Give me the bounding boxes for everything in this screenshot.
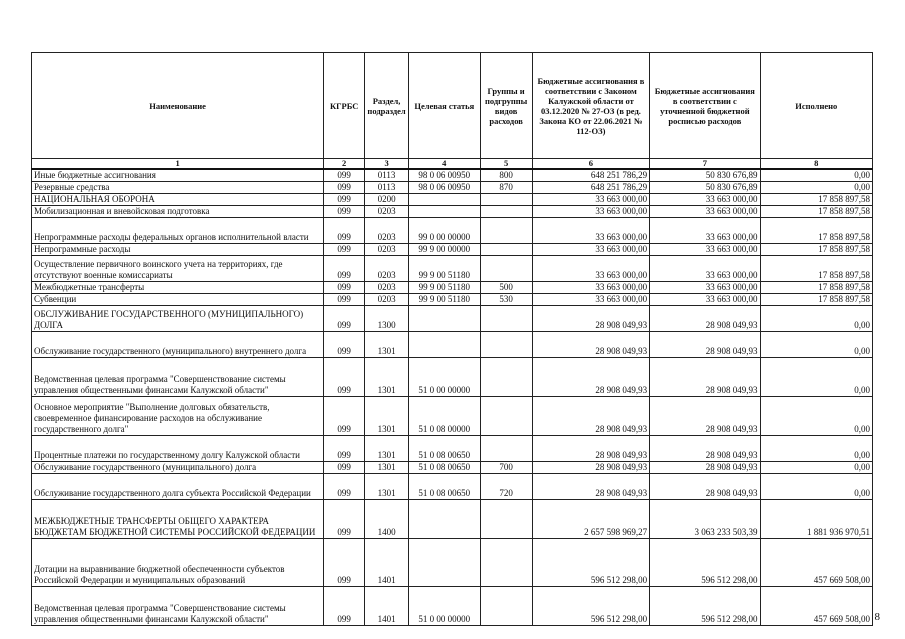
header-executed: Исполнено: [760, 53, 872, 159]
header-vid: Группы и подгруппы видов расходов: [480, 53, 532, 159]
row-executed: 0,00: [760, 474, 872, 500]
table-row: [32, 332, 873, 358]
row-executed: 0,00: [760, 169, 872, 182]
row-assign-roster: 28 908 049,93: [650, 358, 760, 397]
row-executed: 0,00: [760, 358, 872, 397]
row-assign-roster: 596 512 298,00: [650, 539, 760, 587]
row-kgrbs: 099: [324, 358, 365, 397]
row-razdel: 0200: [365, 194, 409, 206]
row-executed: 1 881 936 970,51: [760, 500, 872, 539]
row-name: Обслуживание государственного (муниципального) долга: [32, 462, 324, 474]
row-razdel: 0203: [365, 206, 409, 218]
row-name: Основное мероприятие "Выполнение долговых обязательств, своевременное финансирование расходов на обслуживание государственного долга": [32, 397, 324, 436]
row-assign-roster: 33 663 000,00: [650, 244, 760, 256]
row-name: Процентные платежи по государственному долгу Калужской области: [32, 436, 324, 462]
column-number: 8: [760, 159, 872, 170]
row-assign-law: 596 512 298,00: [532, 539, 650, 587]
row-expense-type: 800: [480, 169, 532, 182]
row-target-article: 99 9 00 00000: [409, 244, 481, 256]
row-target-article: 99 9 00 51180: [409, 294, 481, 306]
row-expense-type: [480, 244, 532, 256]
table-row: [32, 206, 873, 218]
table-row: [32, 358, 873, 397]
table-row: [32, 194, 873, 206]
row-assign-roster: 28 908 049,93: [650, 436, 760, 462]
row-assign-law: 2 657 598 969,27: [532, 500, 650, 539]
row-expense-type: [480, 306, 532, 332]
header-razdel: Раздел, подраздел: [365, 53, 409, 159]
row-kgrbs: 099: [324, 462, 365, 474]
row-name: МЕЖБЮДЖЕТНЫЕ ТРАНСФЕРТЫ ОБЩЕГО ХАРАКТЕРА БЮДЖЕТАМ БЮДЖЕТНОЙ СИСТЕМЫ РОССИЙСКОЙ ФЕДЕРАЦИИ: [32, 500, 324, 539]
row-razdel: 0203: [365, 218, 409, 244]
row-razdel: 1301: [365, 358, 409, 397]
row-kgrbs: 099: [324, 282, 365, 294]
row-name: Обслуживание государственного (муниципального) внутреннего долга: [32, 332, 324, 358]
row-assign-roster: 33 663 000,00: [650, 218, 760, 244]
row-target-article: 51 0 08 00650: [409, 474, 481, 500]
row-razdel: 1400: [365, 500, 409, 539]
row-assign-roster: 50 830 676,89: [650, 182, 760, 194]
row-assign-roster: 28 908 049,93: [650, 306, 760, 332]
row-kgrbs: 099: [324, 474, 365, 500]
row-target-article: [409, 206, 481, 218]
row-kgrbs: 099: [324, 587, 365, 626]
row-name: Иные бюджетные ассигнования: [32, 169, 324, 182]
row-razdel: 0203: [365, 294, 409, 306]
row-assign-roster: 3 063 233 503,39: [650, 500, 760, 539]
row-name: Ведомственная целевая программа "Совершенствование системы управления общественными финансами Калужской области": [32, 358, 324, 397]
row-expense-type: 720: [480, 474, 532, 500]
row-target-article: 98 0 06 00950: [409, 182, 481, 194]
row-name: НАЦИОНАЛЬНАЯ ОБОРОНА: [32, 194, 324, 206]
row-assign-roster: 28 908 049,93: [650, 397, 760, 436]
row-name: Субвенции: [32, 294, 324, 306]
row-assign-roster: 596 512 298,00: [650, 587, 760, 626]
row-kgrbs: 099: [324, 206, 365, 218]
row-assign-law: 33 663 000,00: [532, 256, 650, 282]
row-assign-law: 33 663 000,00: [532, 206, 650, 218]
row-assign-roster: 33 663 000,00: [650, 256, 760, 282]
header-name: Наименование: [32, 53, 324, 159]
table-row: [32, 256, 873, 282]
row-name: Обслуживание государственного долга субъекта Российской Федерации: [32, 474, 324, 500]
row-executed: 457 669 508,00: [760, 587, 872, 626]
row-assign-law: 596 512 298,00: [532, 587, 650, 626]
table-row: [32, 306, 873, 332]
row-assign-law: 28 908 049,93: [532, 462, 650, 474]
table-row: [32, 500, 873, 539]
row-target-article: 51 0 08 00650: [409, 436, 481, 462]
table-row: [32, 182, 873, 194]
row-kgrbs: 099: [324, 182, 365, 194]
row-executed: 17 858 897,58: [760, 256, 872, 282]
row-razdel: 1401: [365, 587, 409, 626]
row-razdel: 1301: [365, 462, 409, 474]
row-target-article: 99 9 00 51180: [409, 282, 481, 294]
column-number: 4: [409, 159, 481, 170]
row-razdel: 1301: [365, 397, 409, 436]
row-expense-type: [480, 539, 532, 587]
row-assign-roster: 33 663 000,00: [650, 294, 760, 306]
row-razdel: 1301: [365, 332, 409, 358]
table-row: [32, 169, 873, 182]
row-target-article: 51 0 00 00000: [409, 587, 481, 626]
row-kgrbs: 099: [324, 244, 365, 256]
row-razdel: 1401: [365, 539, 409, 587]
row-target-article: 98 0 06 00950: [409, 169, 481, 182]
row-expense-type: 870: [480, 182, 532, 194]
row-assign-law: 648 251 786,29: [532, 169, 650, 182]
column-number: 2: [324, 159, 365, 170]
row-executed: 0,00: [760, 306, 872, 332]
column-number: 5: [480, 159, 532, 170]
table-row: [32, 539, 873, 587]
row-assign-law: 33 663 000,00: [532, 218, 650, 244]
row-expense-type: [480, 218, 532, 244]
row-expense-type: [480, 194, 532, 206]
row-expense-type: [480, 332, 532, 358]
row-target-article: [409, 539, 481, 587]
row-razdel: 0203: [365, 256, 409, 282]
row-target-article: [409, 500, 481, 539]
row-executed: 0,00: [760, 436, 872, 462]
row-name: Ведомственная целевая программа "Совершенствование системы управления общественными финансами Калужской области": [32, 587, 324, 626]
row-expense-type: [480, 587, 532, 626]
budget-table: [31, 52, 873, 626]
header-assign-roster: Бюджетные ассигнования в соответствии с уточненной бюджетной росписью расходов: [650, 53, 760, 159]
column-number-row: [32, 159, 873, 170]
row-target-article: [409, 332, 481, 358]
row-assign-law: 28 908 049,93: [532, 397, 650, 436]
row-name: Непрограммные расходы федеральных органов исполнительной власти: [32, 218, 324, 244]
row-kgrbs: 099: [324, 294, 365, 306]
row-assign-law: 648 251 786,29: [532, 182, 650, 194]
row-name: Резервные средства: [32, 182, 324, 194]
row-executed: 0,00: [760, 397, 872, 436]
row-target-article: [409, 306, 481, 332]
table-row: [32, 397, 873, 436]
row-target-article: 51 0 08 00650: [409, 462, 481, 474]
row-assign-law: 28 908 049,93: [532, 332, 650, 358]
column-number: 1: [32, 159, 324, 170]
table-row: [32, 474, 873, 500]
table-row: [32, 587, 873, 626]
row-assign-roster: 28 908 049,93: [650, 474, 760, 500]
row-executed: 0,00: [760, 462, 872, 474]
row-name: Межбюджетные трансферты: [32, 282, 324, 294]
row-razdel: 0113: [365, 169, 409, 182]
row-expense-type: 530: [480, 294, 532, 306]
row-assign-law: 28 908 049,93: [532, 306, 650, 332]
header-assign-law: Бюджетные ассигнования в соответствии с Законом Калужской области от 03.12.2020 № 27-ОЗ (в ред. Закона КО от 22.06.2021 № 112-ОЗ): [532, 53, 650, 159]
row-target-article: 99 0 00 00000: [409, 218, 481, 244]
row-assign-law: 28 908 049,93: [532, 474, 650, 500]
row-assign-roster: 28 908 049,93: [650, 462, 760, 474]
row-target-article: 51 0 08 00000: [409, 397, 481, 436]
row-executed: 17 858 897,58: [760, 294, 872, 306]
row-expense-type: 500: [480, 282, 532, 294]
row-executed: 0,00: [760, 182, 872, 194]
row-target-article: [409, 194, 481, 206]
row-kgrbs: 099: [324, 306, 365, 332]
row-executed: 0,00: [760, 332, 872, 358]
row-assign-law: 28 908 049,93: [532, 436, 650, 462]
row-assign-roster: 28 908 049,93: [650, 332, 760, 358]
row-executed: 17 858 897,58: [760, 282, 872, 294]
row-expense-type: [480, 358, 532, 397]
column-number: 3: [365, 159, 409, 170]
table-row: [32, 282, 873, 294]
row-razdel: 0203: [365, 244, 409, 256]
table-row: [32, 436, 873, 462]
column-number: 7: [650, 159, 760, 170]
row-assign-roster: 50 830 676,89: [650, 169, 760, 182]
row-name: Мобилизационная и вневойсковая подготовка: [32, 206, 324, 218]
row-target-article: 51 0 00 00000: [409, 358, 481, 397]
row-razdel: 1301: [365, 436, 409, 462]
row-assign-law: 33 663 000,00: [532, 282, 650, 294]
row-expense-type: 700: [480, 462, 532, 474]
row-name: Непрограммные расходы: [32, 244, 324, 256]
row-razdel: 1300: [365, 306, 409, 332]
row-executed: 17 858 897,58: [760, 194, 872, 206]
row-executed: 457 669 508,00: [760, 539, 872, 587]
row-name: ОБСЛУЖИВАНИЕ ГОСУДАРСТВЕННОГО (МУНИЦИПАЛЬНОГО) ДОЛГА: [32, 306, 324, 332]
header-cel: Целевая статья: [409, 53, 481, 159]
table-row: [32, 462, 873, 474]
row-razdel: 1301: [365, 474, 409, 500]
row-name: Осуществление первичного воинского учета на территориях, где отсутствуют военные комиссариаты: [32, 256, 324, 282]
row-kgrbs: 099: [324, 539, 365, 587]
row-kgrbs: 099: [324, 256, 365, 282]
header-row: [32, 53, 873, 159]
page-number: 8: [874, 611, 880, 623]
row-expense-type: [480, 206, 532, 218]
row-name: Дотации на выравнивание бюджетной обеспеченности субъектов Российской Федерации и муниципальных образований: [32, 539, 324, 587]
row-executed: 17 858 897,58: [760, 244, 872, 256]
row-assign-law: 33 663 000,00: [532, 244, 650, 256]
row-kgrbs: 099: [324, 397, 365, 436]
row-assign-roster: 33 663 000,00: [650, 206, 760, 218]
row-assign-law: 28 908 049,93: [532, 358, 650, 397]
column-number: 6: [532, 159, 650, 170]
row-kgrbs: 099: [324, 500, 365, 539]
row-executed: 17 858 897,58: [760, 218, 872, 244]
table-row: [32, 218, 873, 244]
row-kgrbs: 099: [324, 436, 365, 462]
table-row: [32, 294, 873, 306]
row-target-article: 99 9 00 51180: [409, 256, 481, 282]
header-kgrbs: КГРБС: [324, 53, 365, 159]
row-expense-type: [480, 436, 532, 462]
row-assign-law: 33 663 000,00: [532, 294, 650, 306]
table-row: [32, 244, 873, 256]
row-expense-type: [480, 256, 532, 282]
row-kgrbs: 099: [324, 169, 365, 182]
row-kgrbs: 099: [324, 194, 365, 206]
row-kgrbs: 099: [324, 332, 365, 358]
table-body: [32, 169, 873, 626]
row-assign-roster: 33 663 000,00: [650, 282, 760, 294]
row-expense-type: [480, 397, 532, 436]
row-razdel: 0203: [365, 282, 409, 294]
row-assign-roster: 33 663 000,00: [650, 194, 760, 206]
row-expense-type: [480, 500, 532, 539]
row-razdel: 0113: [365, 182, 409, 194]
row-assign-law: 33 663 000,00: [532, 194, 650, 206]
row-executed: 17 858 897,58: [760, 206, 872, 218]
row-kgrbs: 099: [324, 218, 365, 244]
